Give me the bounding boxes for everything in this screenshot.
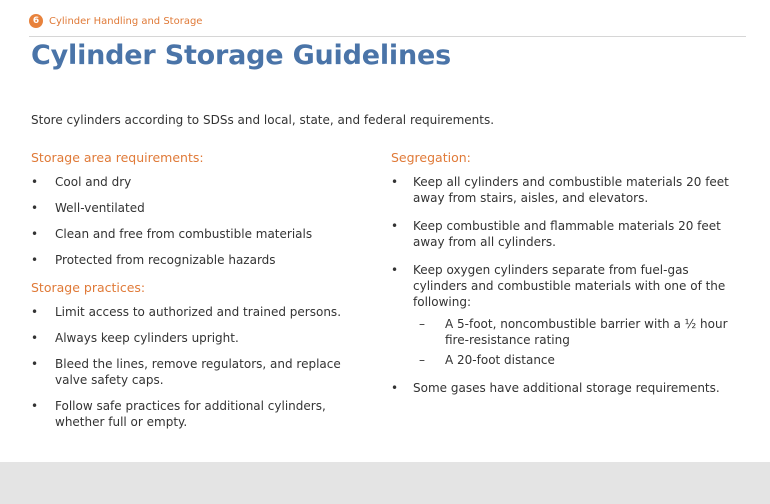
footer-band (0, 462, 770, 504)
storage-area-heading: Storage area requirements: (31, 150, 204, 165)
list-item: • Keep combustible and flammable materials 20 feet away from all cylinders. (391, 219, 721, 249)
list-item: • Keep all cylinders and combustible materials 20 feet away from stairs, aisles, and elevators. (391, 175, 729, 205)
list-item: • Cool and dry (31, 175, 132, 189)
bullet-icon: • (31, 253, 39, 267)
storage-practices-heading: Storage practices: (31, 280, 146, 295)
section-name: Cylinder Handling and Storage (49, 15, 203, 27)
section-label (29, 14, 202, 28)
bullet-icon: • (391, 175, 399, 189)
list-item: • Some gases have additional storage requirements. (391, 381, 720, 395)
bullet-icon: • (31, 201, 39, 215)
bullet-icon: • (391, 219, 399, 233)
page-title: Cylinder Storage Guidelines (31, 40, 451, 71)
storage-practices-list (31, 304, 371, 430)
left-column (31, 150, 371, 440)
list-item: • Bleed the lines, remove regulators, and replace valve safety caps. (31, 357, 341, 387)
list-item: • Follow safe practices for additional cylinders, whether full or empty. (31, 399, 326, 429)
right-column (391, 150, 741, 408)
list-item: • Protected from recognizable hazards (31, 253, 276, 267)
bullet-icon: • (31, 331, 39, 345)
segregation-list (391, 174, 741, 396)
bullet-icon: • (31, 399, 39, 413)
bullet-icon: • (391, 381, 399, 395)
intro-text: Store cylinders according to SDSs and local, state, and federal requirements. (31, 113, 495, 127)
list-item: • Keep oxygen cylinders separate from fuel-gas cylinders and combustible materials with one of the following: – A 5-foot, noncombustible barrier with a ½ hour fire-resistance rating – A 20-foot distance (391, 262, 741, 368)
bullet-icon: • (31, 227, 39, 241)
dash-icon: – (419, 317, 425, 331)
dash-icon: – (419, 353, 425, 367)
segregation-heading: Segregation: (391, 150, 471, 165)
list-item: • Limit access to authorized and trained persons. (31, 305, 342, 319)
bullet-icon: • (31, 357, 39, 371)
list-item: • Clean and free from combustible materials (31, 227, 313, 241)
header-divider (29, 36, 746, 37)
bullet-icon: • (391, 263, 399, 277)
bullet-icon: • (31, 175, 39, 189)
list-item: • Always keep cylinders upright. (31, 331, 239, 345)
segregation-sublist (413, 316, 741, 368)
storage-area-list (31, 174, 371, 268)
sub-list-item: – A 5-foot, noncombustible barrier with a ½ hour fire-resistance rating (419, 317, 728, 347)
list-item: • Well-ventilated (31, 201, 145, 215)
sub-list-item: – A 20-foot distance (419, 353, 555, 367)
section-number-badge: 6 (29, 14, 43, 28)
bullet-icon: • (31, 305, 39, 319)
